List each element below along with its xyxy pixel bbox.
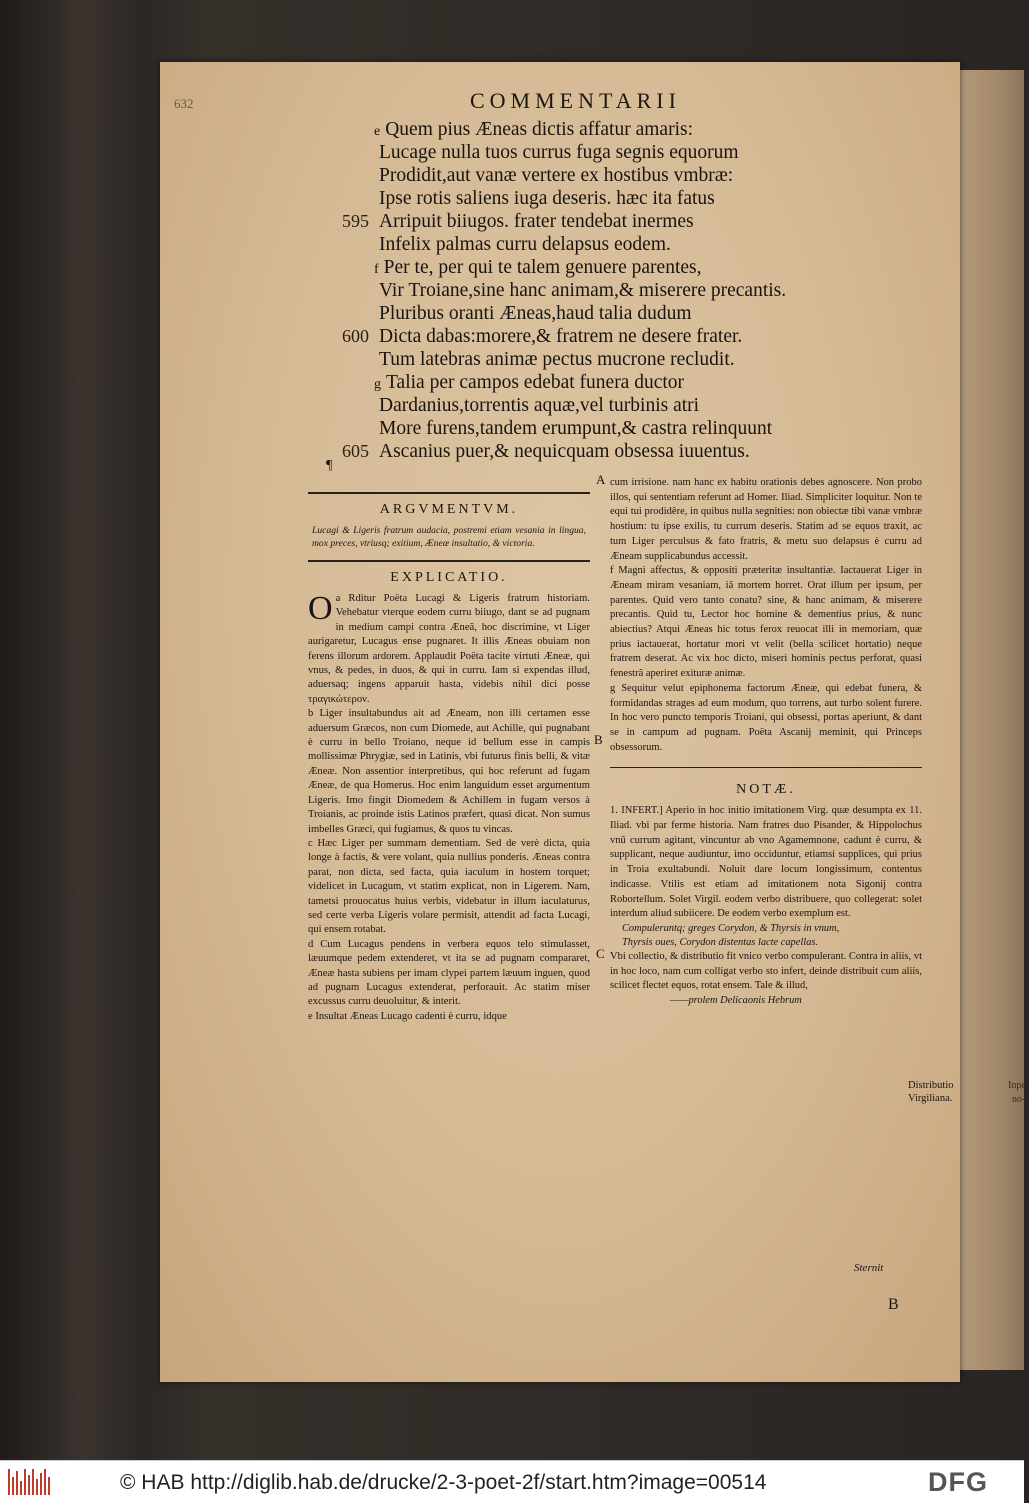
verse-line: f Per te, per qui te talem genuere parentes,: [374, 257, 702, 278]
argumentum-heading: ARGVMENTVM.: [379, 502, 519, 517]
hab-barcode-icon: [8, 1469, 52, 1495]
side-letter-b: B: [594, 732, 603, 747]
next-page-edge: [958, 70, 1029, 1370]
edge-note: Inpe-: [1008, 1080, 1029, 1091]
verse-line: 605 Ascanius puer,& nequicquam obsessa iuuentus.: [342, 441, 750, 462]
verse-block: [342, 118, 834, 463]
commentary-paragraph: g Sequitur velut epiphonema factorum Æneæ, qui edebat funera, & formidandas strages ad eum modum, quo torrens, aut turbo solent furere. In hoc vero puncto temporis Troiani, qui obsessi, portas aperiunt, & dant se in campum ad pugnam. Poëta Ascanij meminit, qui Princeps obsessorum.: [610, 682, 923, 753]
notae-paragraph: Vbi collectio, & distributio fit vnico verbo compulerant. Contra in aliis, vt in hoc loco, nam cum colligat verbo sto infert, deinde distribuit cum aliis, scilicet flectet equos, rotat ensem. Tale & illud,: [610, 950, 922, 992]
verse-line: Vir Troiane,sine hanc animam,& miserere precantis.: [379, 280, 787, 301]
commentary-paragraph: cum irrisione. nam hanc ex habitu orationis debes agnoscere. Non probo illos, qui sententiam referunt ad Homer. Iliad. Simpliciter loquitur. Non te equi tui prodidêre, in quibus nulla segnities: non obiectæ tibi vanæ vmbræ hostium: tu ipse exilis, tu currum deseris. Statim ad se equos traxit, ac tum Liger perculsus & fato fratris, & metu suo delapsus è curru ad Æneam supplicabundus accessit.: [610, 477, 922, 562]
viewer-footer: [0, 1460, 1024, 1503]
verse-line: Pluribus oranti Æneas,haud talia dudum: [379, 303, 692, 324]
verse-quote: Thyrsis oues, Corydon distentas lacte capellas.: [622, 936, 818, 948]
verse-line: Tum latebras animæ pectus mucrone recludit.: [379, 349, 735, 370]
dfg-logo: DFG: [928, 1467, 988, 1497]
notae-paragraph: 1. INFERT.] Aperio in hoc initio imitationem Virg. quæ desumpta ex 11. Iliad. vbi par ferme historia. Nam fratres duo Pisander, & Hippolochus vnũ currum agitant, vincuntur ab vno Agamemnone, cadunt è curru, & supplicant, neque audiuntur, imo occiduntur, etiamsi supplices, qui prius in Troia exultabundi. Noluit dare locum longissimum, contentus indicasse. Vtilis est etiam ad imitationem nota Sigonij contra Robortellum. Solet Virgil. eodem verbo distribuere, quo collegerat: solet interdum aliud subiicere. De eodem verbo exemplum est.: [610, 805, 922, 920]
explicatio-paragraph: d Cum Lucagus pendens in verbera equos telo stimulasset, læuumque pedem extenderet, vt ita se ad pugnam compararet, Æneæ hasta subiens per imam clypei partem læuum inguen, quod ad pugnam Lucagus extenderat, perforauit. Ac statim miser excussus curru deuoluitur, & interit.: [308, 938, 590, 1008]
explicatio-paragraph: e Insultat Æneas Lucago cadenti è curru, idque: [308, 1010, 507, 1022]
explicatio-body: [308, 592, 590, 1024]
verse-line: More furens,tandem erumpunt,& castra relinquunt: [379, 418, 773, 439]
catchword: Sternit: [854, 1262, 884, 1274]
verse-line: Lucage nulla tuos currus fuga segnis equorum: [379, 142, 739, 163]
side-letter-a: A: [596, 472, 606, 487]
verse-line: Dardanius,torrentis aquæ,vel turbinis atri: [379, 395, 700, 416]
argumentum-text: Lucagi & Ligeris fratrum audacia, postremi etiam vesania in lingua, mox preces, vtriusq; exitium, Æneæ insultatio, & victoria.: [312, 525, 586, 549]
page-number: 632: [174, 96, 194, 111]
divider: [308, 492, 590, 494]
divider: [610, 767, 922, 768]
divider: [308, 560, 590, 562]
signature-mark: B: [888, 1296, 899, 1313]
right-column: [610, 476, 922, 1008]
side-letter-c: C: [596, 946, 605, 961]
explicatio-heading: EXPLICATIO.: [390, 570, 508, 585]
verse-line: 595 Arripuit biiugos. frater tendebat inermes: [342, 211, 694, 232]
verse-end-mark: ¶: [326, 458, 333, 473]
verse-line: e Quem pius Æneas dictis affatur amaris:: [374, 119, 693, 140]
verse-line: Prodidit,aut vanæ vertere ex hostibus vmbræ:: [379, 165, 734, 186]
verse-line: g Talia per campos edebat funera ductor: [374, 372, 685, 393]
drop-cap: O: [308, 590, 333, 627]
notae-body: [610, 804, 922, 1008]
left-column: [308, 488, 590, 1024]
commentary-paragraph: f Magni affectus, & oppositi præteritæ insultantiæ. Iactauerat Liger in Æneam miram vesaniam, iã mortem horret. Orat illum per ipsum, per parentes. Quid vero tanto conatu? sine, & hanc animam, & miserere precantis. Quid tu, Lector hoc homine & dementius prius, & nunc abiectius? Atqui Æneas hic totus ferox reuocat illi in memoriam, quæ prius iactauerat, hortatur mori vt velit (bella scilicet hortatio) neque fratrem deserat. Ac vix hoc dicto, miseri hominis pectus perforat, quasi fenestrã aperiret exituræ animæ.: [610, 565, 922, 680]
copyright-link[interactable]: © HAB http://diglib.hab.de/drucke/2-3-poet-2f/start.htm?image=00514: [120, 1471, 767, 1494]
notae-heading: NOTÆ.: [736, 782, 796, 798]
edge-note: no-: [1012, 1094, 1026, 1105]
explicatio-paragraph: b Liger insultabundus ait ad Æneam, non illi certamen esse aduersum Græcos, non cum Diomede, aut Achille, qui pugnabant è curru in bello Troiano, neque id bellum esse in campis mollissimæ Phrygiæ, sed in Latinis, vbi futurus finis belli, & vitæ Æneæ. Non assentior interpretibus, qui hoc referunt ad fugam Æneæ, de qua Homerus. Hoc enim languidum esset argumentum Ligeris. Imo fingit Diomedem & Achillem in fugam versos à Troianis, ac proinde istis Latinos præfert, quasi dicat. Non sumus imbelles Græci, qui fugiamus, & quos tu vincas.: [308, 708, 590, 835]
commentary-body: [610, 476, 922, 755]
explicatio-paragraph: c Hæc Liger per summam dementiam. Sed de verè dicta, quia longe à factis, & vere volant, quia nullius ponderis. Æneas contra parat, non dicta, sed facta, quia iaculum in hostem torquet; videlicet in Lucagum, vt statim explicat, non in Ligerem. Nam, tametsi prouocatus huius verbis, videbatur in illum iaculaturus, sed certe verba Ligeris volare permisit, attendit ad facta Lucagi, qui ensem rotabat.: [308, 837, 590, 936]
verse-quote: ——prolem Delicaonis Hebrum: [670, 995, 802, 1007]
verse-quote: Compuleruntq; greges Corydon, & Thyrsis in vnum,: [622, 922, 840, 934]
explicatio-paragraph: a O Rditur Poëta Lucagi & Ligeris fratrum historiam. Vehebatur vterque eodem curru biiugo, dant se ad pugnam in medium campi contra Æneã, hoc discrimine, vt Liger aurigaretur, Lucagus ense pugnaret. It illis Æneas obuiam non ferens illorum ardorem. Applaudit Poëta tacite virtuti Æneæ, qui vnus, & pedes, in duos, & qui in curru. Iam si expendas illud, aduersaq; ingens apparuit hasta, videbis nihil dici posse τραγικώτερον.: [308, 590, 590, 705]
margin-note: Distributio Virgiliana.: [908, 1080, 954, 1104]
verse-line: Ipse rotis saliens iuga deseris. hæc ita fatus: [379, 188, 715, 209]
running-head: COMMENTARII: [470, 88, 681, 113]
verse-line: Infelix palmas curru delapsus eodem.: [379, 234, 671, 255]
verse-line: 600 Dicta dabas:morere,& fratrem ne desere frater.: [342, 326, 743, 347]
